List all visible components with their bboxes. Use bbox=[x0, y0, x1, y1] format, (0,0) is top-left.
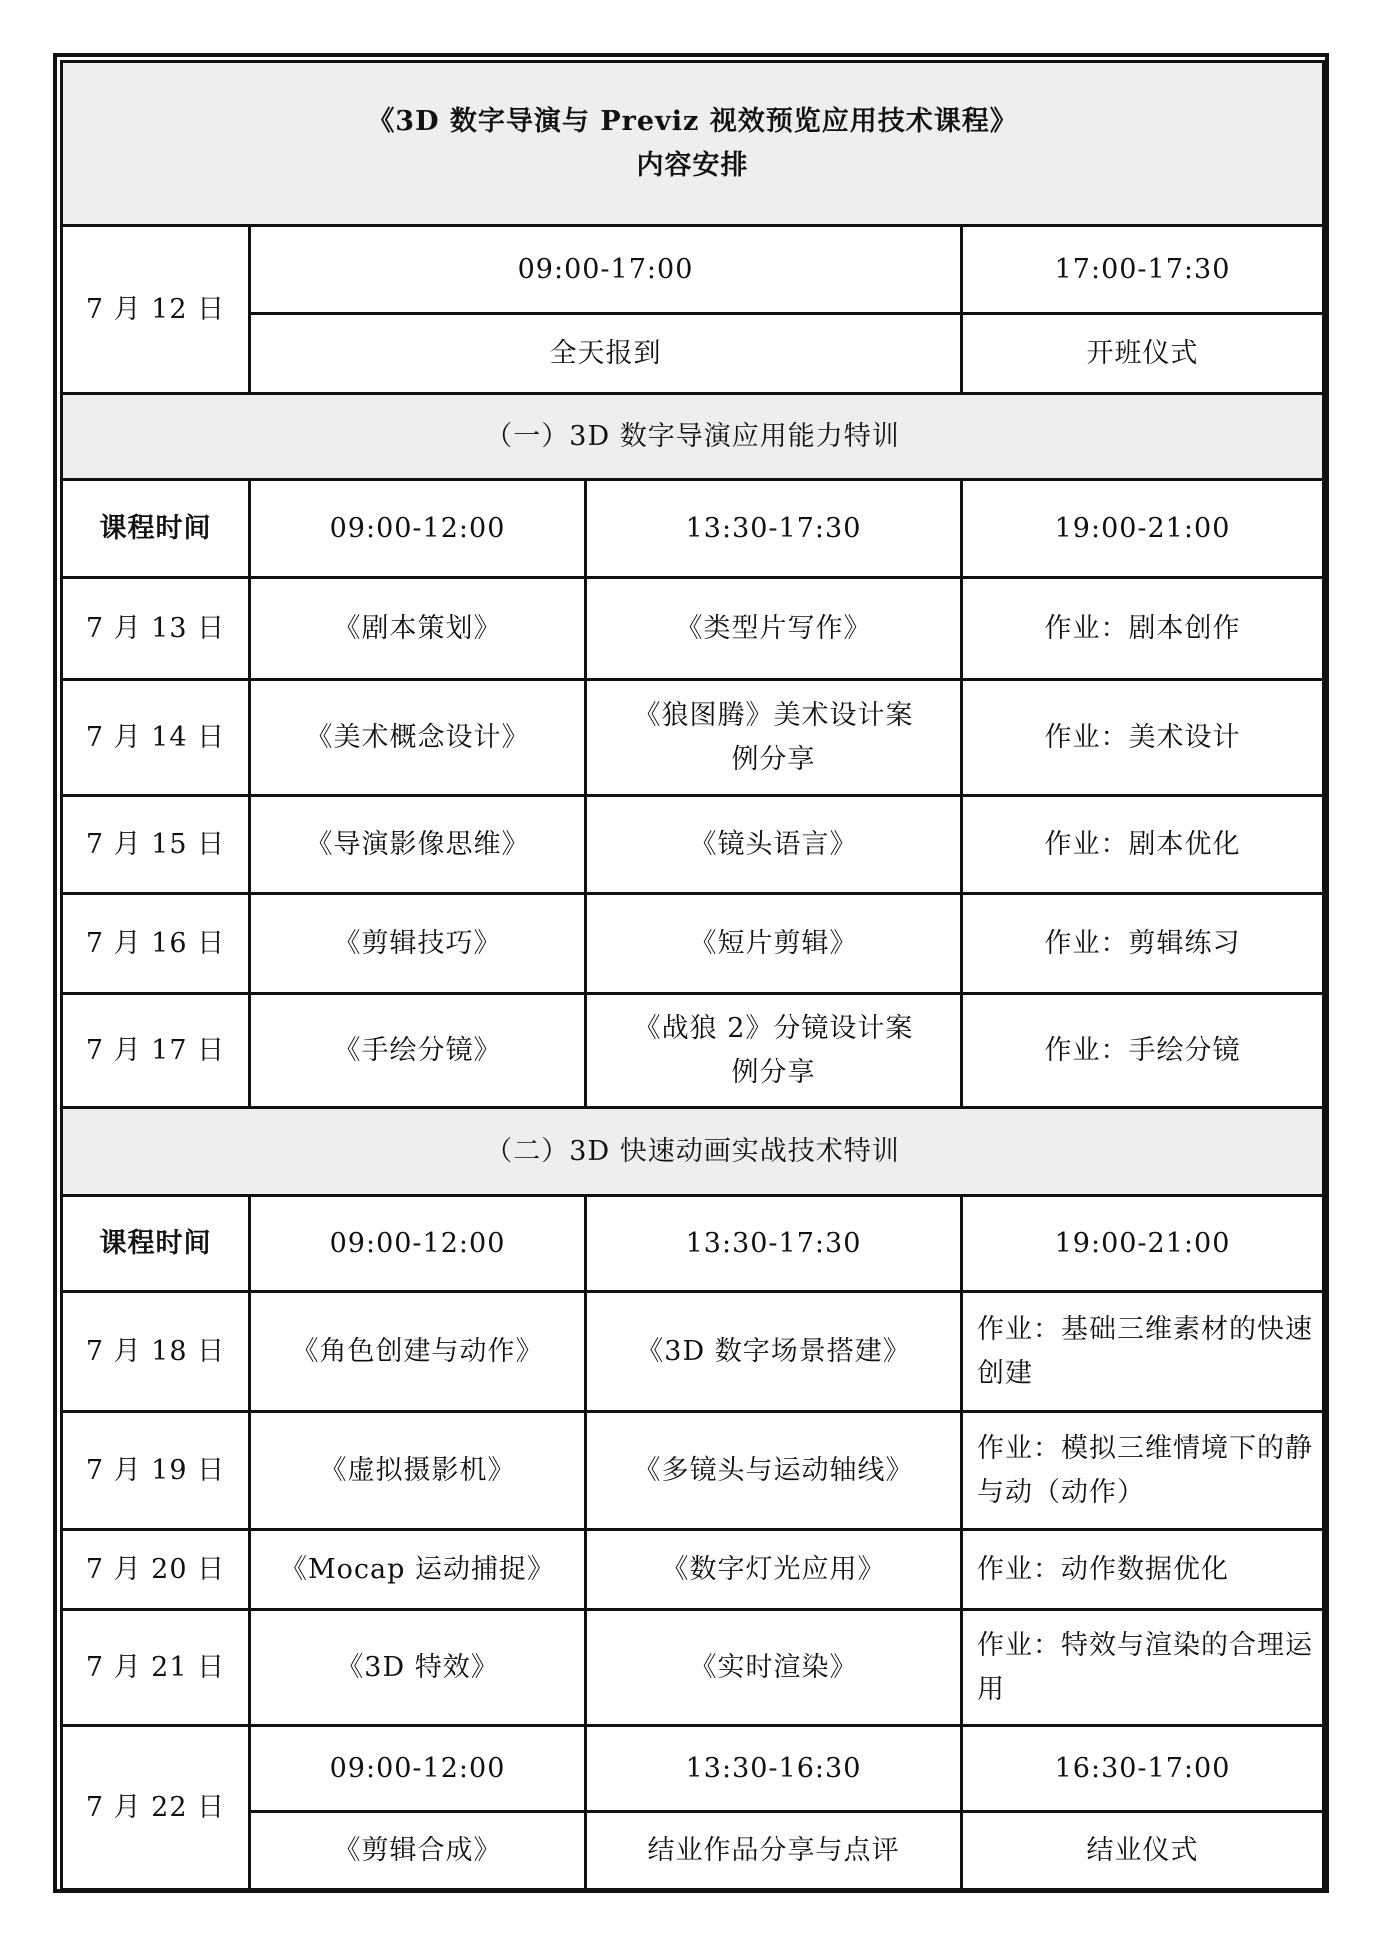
activity-cell: 结业作品分享与点评 bbox=[586, 1812, 962, 1890]
header-cell: 13:30-17:30 bbox=[586, 1196, 962, 1292]
table-row bbox=[62, 578, 1324, 680]
table-row bbox=[62, 894, 1324, 994]
date-cell: 7 月 22 日 bbox=[62, 1726, 250, 1890]
table-row bbox=[62, 680, 1324, 796]
date-cell: 7 月 21 日 bbox=[62, 1610, 250, 1726]
header-cell: 09:00-12:00 bbox=[250, 480, 586, 578]
activity-cell: 开班仪式 bbox=[962, 314, 1324, 394]
homework-cell: 作业：剧本优化 bbox=[962, 796, 1324, 894]
date-cell: 7 月 13 日 bbox=[62, 578, 250, 680]
activity-cell: 《剪辑合成》 bbox=[250, 1812, 586, 1890]
course-cell: 《数字灯光应用》 bbox=[586, 1530, 962, 1610]
homework-cell: 作业：剪辑练习 bbox=[962, 894, 1324, 994]
table-row bbox=[62, 994, 1324, 1108]
course-cell: 《狼图腾》美术设计案例分享 bbox=[586, 680, 962, 796]
date-cell: 7 月 19 日 bbox=[62, 1412, 250, 1530]
course-cell: 《导演影像思维》 bbox=[250, 796, 586, 894]
course-cell: 《类型片写作》 bbox=[586, 578, 962, 680]
course-cell: 《虚拟摄影机》 bbox=[250, 1412, 586, 1530]
date-cell: 7 月 16 日 bbox=[62, 894, 250, 994]
table-row bbox=[62, 1530, 1324, 1610]
time-cell: 09:00-12:00 bbox=[250, 1726, 586, 1812]
course-cell: 《美术概念设计》 bbox=[250, 680, 586, 796]
course-cell: 《多镜头与运动轴线》 bbox=[586, 1412, 962, 1530]
date-cell: 7 月 12 日 bbox=[62, 226, 250, 394]
section-title: （一）3D 数字导演应用能力特训 bbox=[62, 394, 1324, 480]
date-cell: 7 月 15 日 bbox=[62, 796, 250, 894]
time-cell: 09:00-17:00 bbox=[250, 226, 962, 314]
header-cell: 09:00-12:00 bbox=[250, 1196, 586, 1292]
header-cell: 19:00-21:00 bbox=[962, 480, 1324, 578]
homework-cell: 作业：动作数据优化 bbox=[962, 1530, 1324, 1610]
date-cell: 7 月 17 日 bbox=[62, 994, 250, 1108]
date-cell: 7 月 14 日 bbox=[62, 680, 250, 796]
course-cell: 《实时渲染》 bbox=[586, 1610, 962, 1726]
time-cell: 13:30-16:30 bbox=[586, 1726, 962, 1812]
title-line-2: 内容安排 bbox=[636, 149, 749, 181]
course-cell: 《手绘分镜》 bbox=[250, 994, 586, 1108]
header-cell: 13:30-17:30 bbox=[586, 480, 962, 578]
homework-cell: 作业：基础三维素材的快速创建 bbox=[962, 1292, 1324, 1412]
homework-cell: 作业：剧本创作 bbox=[962, 578, 1324, 680]
schedule-table bbox=[60, 60, 1325, 1891]
course-cell: 《3D 数字场景搭建》 bbox=[586, 1292, 962, 1412]
time-cell: 16:30-17:00 bbox=[962, 1726, 1324, 1812]
course-cell: 《剪辑技巧》 bbox=[250, 894, 586, 994]
header-cell: 课程时间 bbox=[62, 480, 250, 578]
page-title bbox=[62, 62, 1324, 226]
course-cell: 《短片剪辑》 bbox=[586, 894, 962, 994]
date-cell: 7 月 20 日 bbox=[62, 1530, 250, 1610]
course-cell: 《Mocap 运动捕捉》 bbox=[250, 1530, 586, 1610]
table-row bbox=[62, 796, 1324, 894]
homework-cell: 作业：手绘分镜 bbox=[962, 994, 1324, 1108]
title-line-1: 《3D 数字导演与 Previz 视效预览应用技术课程》 bbox=[367, 106, 1018, 138]
course-cell: 《战狼 2》分镜设计案例分享 bbox=[586, 994, 962, 1108]
course-cell: 《剧本策划》 bbox=[250, 578, 586, 680]
date-cell: 7 月 18 日 bbox=[62, 1292, 250, 1412]
activity-cell: 结业仪式 bbox=[962, 1812, 1324, 1890]
course-cell: 《镜头语言》 bbox=[586, 796, 962, 894]
course-cell: 《角色创建与动作》 bbox=[250, 1292, 586, 1412]
homework-cell: 作业：美术设计 bbox=[962, 680, 1324, 796]
header-cell: 19:00-21:00 bbox=[962, 1196, 1324, 1292]
homework-cell: 作业：特效与渲染的合理运用 bbox=[962, 1610, 1324, 1726]
table-row bbox=[62, 1292, 1324, 1412]
time-cell: 17:00-17:30 bbox=[962, 226, 1324, 314]
activity-cell: 全天报到 bbox=[250, 314, 962, 394]
header-cell: 课程时间 bbox=[62, 1196, 250, 1292]
course-cell: 《3D 特效》 bbox=[250, 1610, 586, 1726]
homework-cell: 作业：模拟三维情境下的静与动（动作） bbox=[962, 1412, 1324, 1530]
table-row bbox=[62, 1412, 1324, 1530]
table-row bbox=[62, 1610, 1324, 1726]
section-title: （二）3D 快速动画实战技术特训 bbox=[62, 1108, 1324, 1196]
